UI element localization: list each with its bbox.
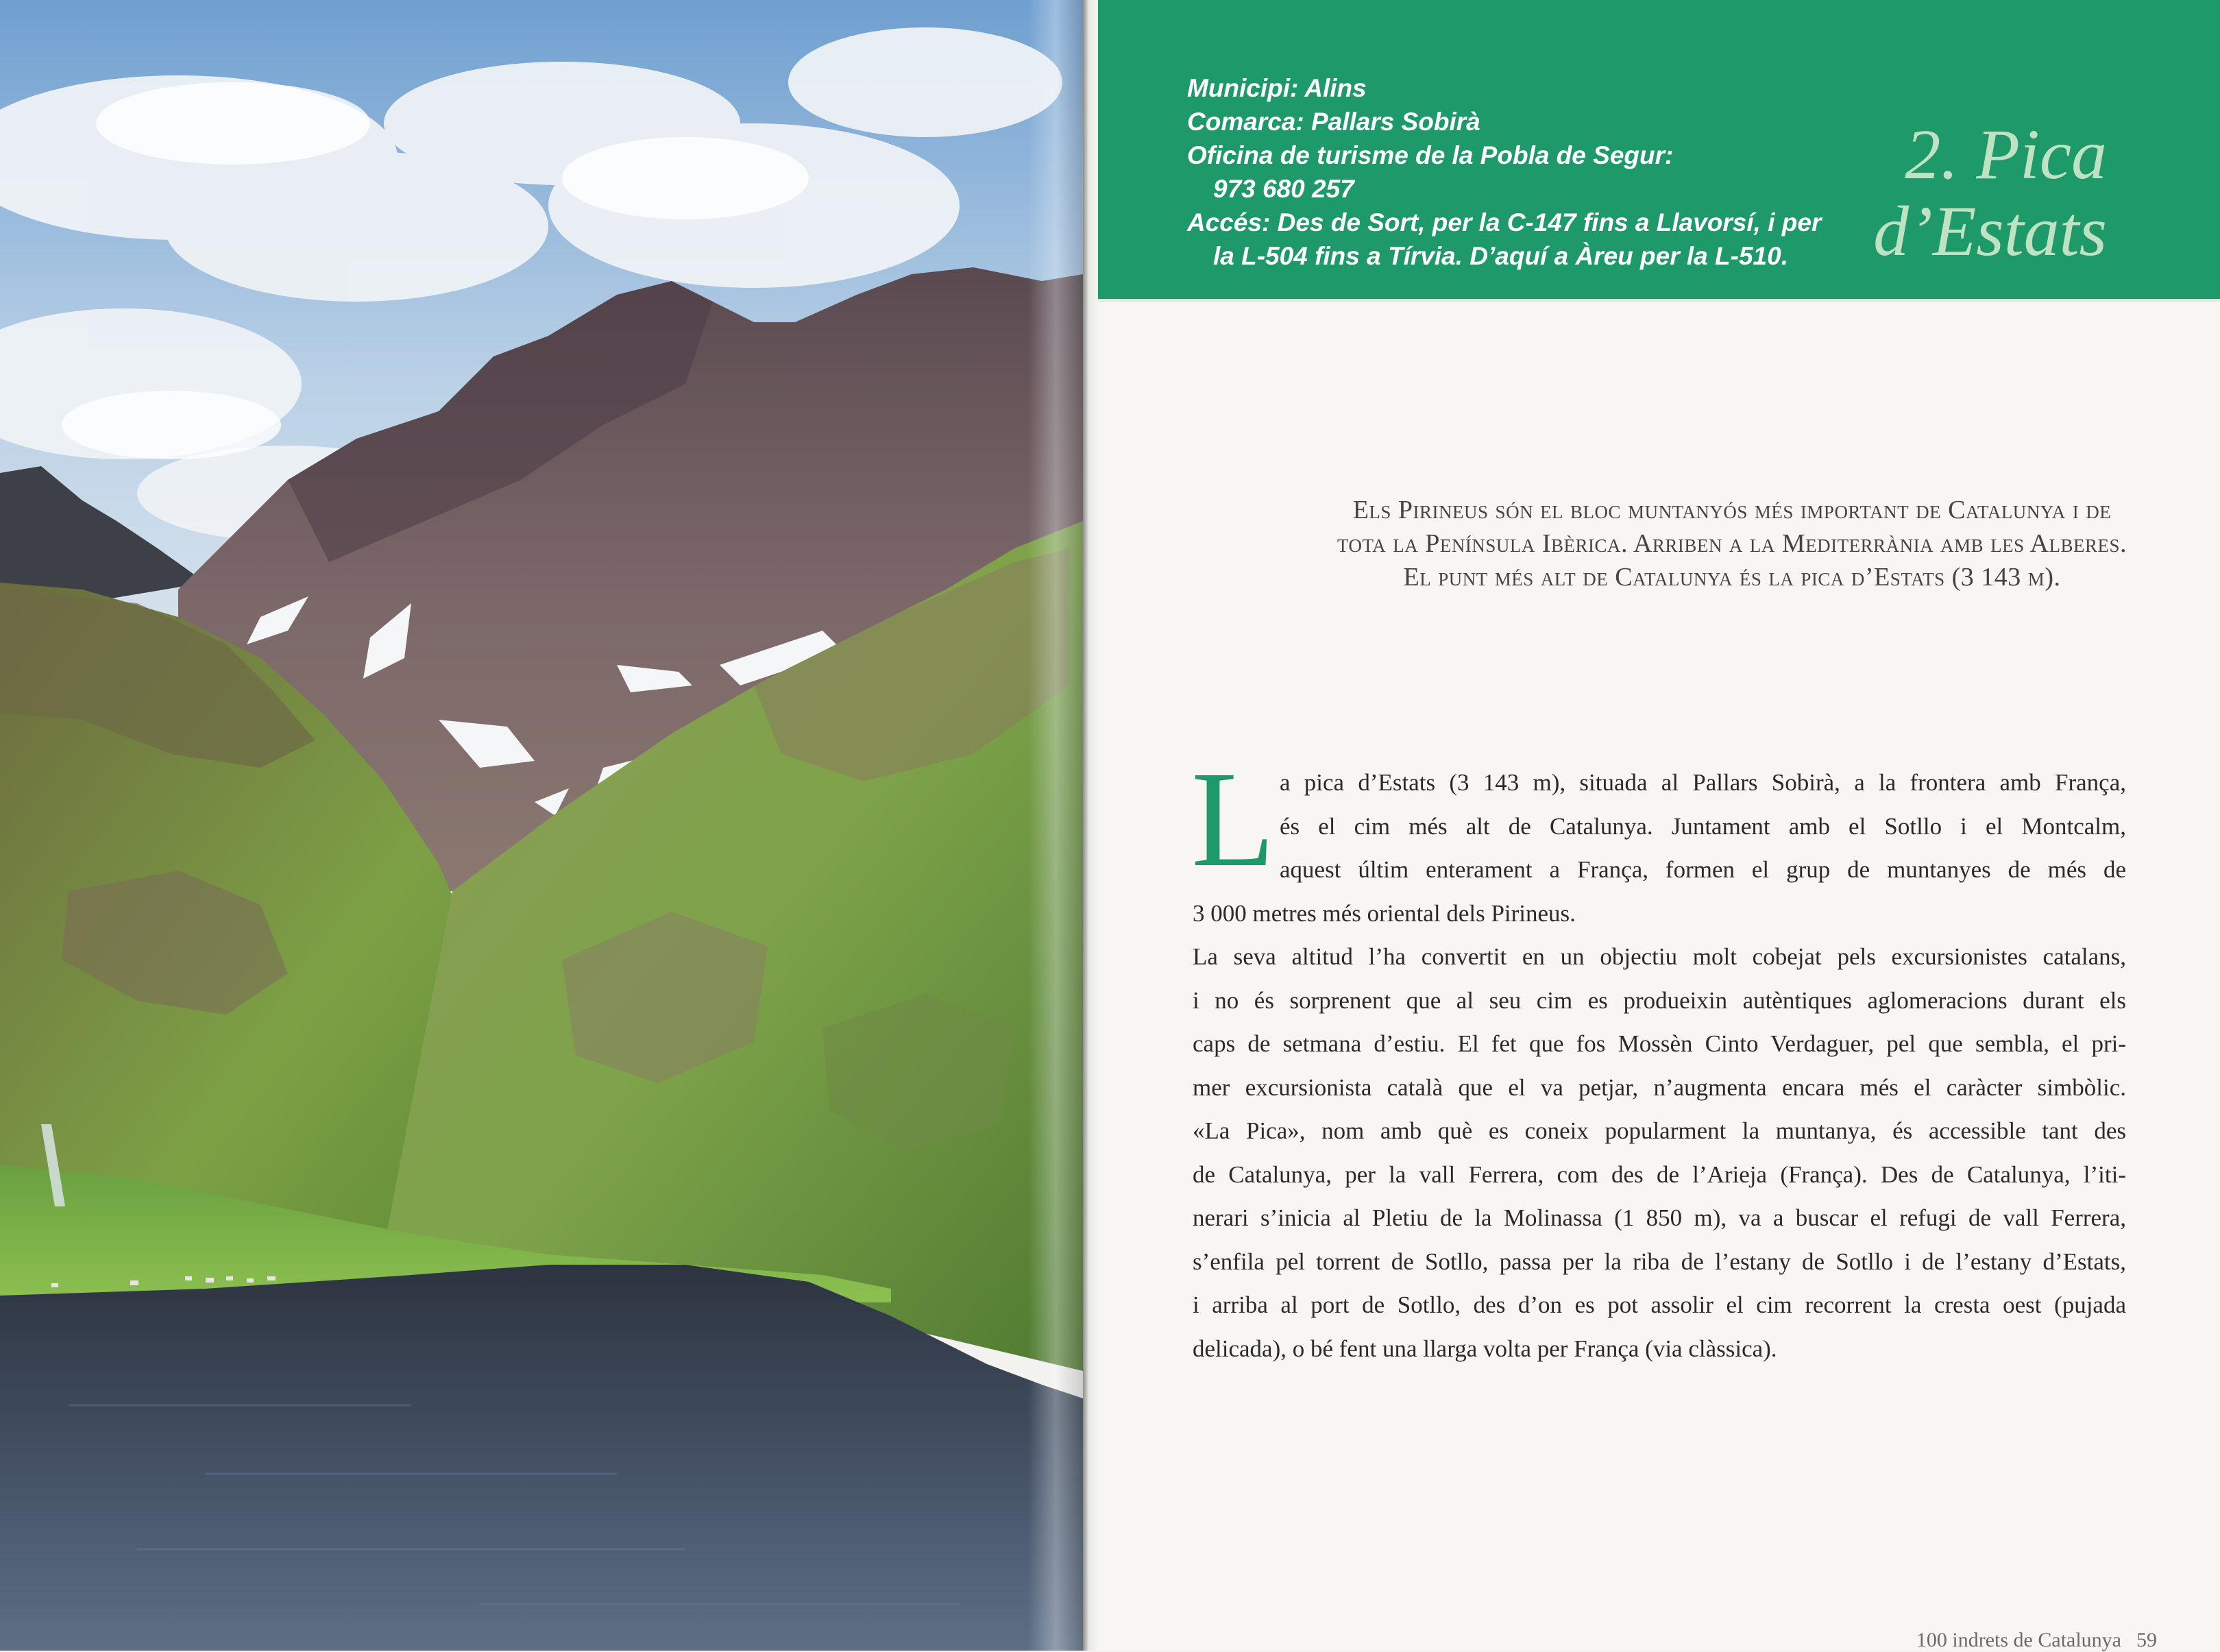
drop-cap: L <box>1191 744 1276 895</box>
page-title <box>1873 117 2107 270</box>
body-line: La seva altitud l’ha convertit en un objectiu molt cobejat pels excursionistes catalans, <box>1193 943 2126 970</box>
body-line: aquest últim enterament a França, formen el grup de muntanyes de més de <box>1280 856 2126 883</box>
body-line: caps de setmana d’estiu. El fet que fos Mossèn Cinto Verdaguer, pel que sembla, el pri- <box>1193 1030 2126 1057</box>
title-line-1: 2. Pica <box>1905 115 2107 194</box>
body-line: i no és sorprenent que al seu cim es produeixin autèntiques aglomeracions durant els <box>1193 986 2126 1014</box>
oficina-line: Oficina de turisme de la Pobla de Segur: <box>1187 141 1674 169</box>
info-block <box>1187 71 1873 273</box>
banner-divider <box>1098 299 2220 302</box>
body-line: de Catalunya, per la vall Ferrera, com des de l’Arieja (França). Des de Catalunya, l’iti- <box>1193 1161 2126 1188</box>
page-gutter-shadow <box>1028 0 1090 1651</box>
body-line: nerari s’inicia al Pletiu de la Molinassa (1 850 m), va a buscar el refugi de vall Ferrera, <box>1193 1204 2126 1231</box>
acces-line-1: Accés: Des de Sort, per la C-147 fins a Llavorsí, i per <box>1187 208 1822 236</box>
lead-paragraph <box>1208 494 2220 594</box>
lead-line: tota la Península Ibèrica. Arriben a la Mediterrània amb les Alberes. <box>1337 529 2127 558</box>
page-footer <box>1916 1629 2157 1652</box>
acces-line-2: la L-504 fins a Tírvia. D’aquí a Àreu per la L-510. <box>1213 242 1788 270</box>
lead-line: Els Pirineus són el bloc muntanyós més important de Catalunya i de <box>1352 496 2112 524</box>
telefon-line: 973 680 257 <box>1213 175 1354 203</box>
text-page <box>1098 0 2220 1651</box>
lead-line: El punt més alt de Catalunya és la pica d’Estats (3 143 m). <box>1403 563 2061 592</box>
body-line: 3 000 metres més oriental dels Pirineus. <box>1193 899 1576 927</box>
body-text <box>1191 744 2126 1370</box>
municipi-line: Municipi: Alins <box>1187 74 1367 102</box>
book-spine <box>1083 0 1098 1651</box>
title-line-2: d’Estats <box>1873 192 2107 271</box>
body-line: és el cim més alt de Catalunya. Juntament amb el Sotllo i el Montcalm, <box>1280 812 2126 840</box>
body-line: s’enfila pel torrent de Sotllo, passa per la riba de l’estany de Sotllo i de l’estany d’Estats, <box>1193 1248 2126 1275</box>
book-title: 100 indrets de Catalunya <box>1916 1629 2121 1651</box>
body-line: «La Pica», nom amb què es coneix popularment la muntanya, és accessible tant des <box>1193 1117 2126 1144</box>
body-line: delicada), o bé fent una llarga volta per França (via clàssica). <box>1193 1335 1777 1362</box>
landscape-illustration <box>0 0 1083 1651</box>
body-line: a pica d’Estats (3 143 m), situada al Pallars Sobirà, a la frontera amb França, <box>1280 769 2126 796</box>
page-number: 59 <box>2136 1629 2157 1651</box>
body-line: i arriba al port de Sotllo, des d’on es pot assolir el cim recorrent la cresta oest (pujada <box>1193 1291 2126 1318</box>
mountain-lake-photo <box>0 0 1083 1651</box>
body-line: mer excursionista català que el va petjar, n’augmenta encara més el caràcter simbòlic. <box>1193 1073 2126 1101</box>
comarca-line: Comarca: Pallars Sobirà <box>1187 108 1480 136</box>
